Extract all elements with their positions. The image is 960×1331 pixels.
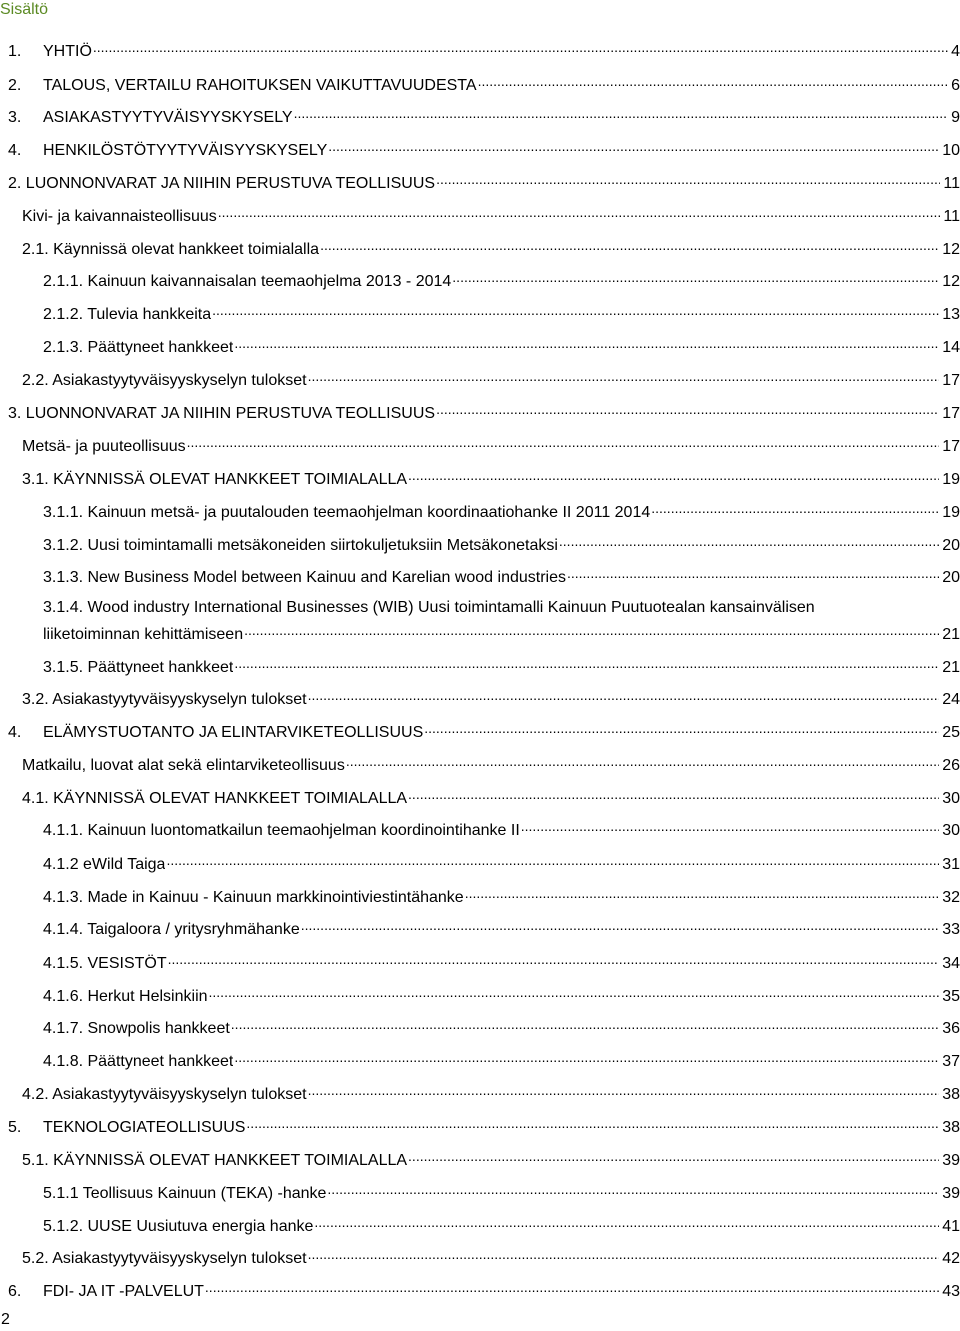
toc-entry-page: 13: [942, 306, 960, 323]
toc-entry[interactable]: [8, 137, 960, 159]
toc-entry-page: 25: [942, 724, 960, 741]
toc-entry[interactable]: [22, 1245, 960, 1267]
toc-entry-page: 41: [942, 1218, 960, 1235]
toc-entry-page: 38: [942, 1119, 960, 1136]
toc-entry-page: 20: [942, 537, 960, 554]
dot-leader: [346, 752, 939, 770]
toc-entry-page: 6: [951, 77, 960, 94]
toc-entry-page: 30: [942, 822, 960, 839]
dot-leader: [651, 499, 939, 517]
toc-entry-page: 21: [942, 659, 960, 676]
toc-entry[interactable]: [8, 38, 960, 60]
toc-entry-page: 19: [942, 504, 960, 521]
dot-leader: [231, 1015, 939, 1033]
dot-leader: [294, 104, 949, 122]
toc-entry-page: 42: [942, 1250, 960, 1267]
toc-entry-wrapped[interactable]: 3.1.4. Wood industry International Businesses (WIB) Uusi toimintamalli Kainuun Puutuotealan kansainvälisen: [43, 599, 815, 616]
dot-leader: [478, 72, 949, 90]
dot-leader: [328, 137, 939, 155]
toc-entry-page: 32: [942, 889, 960, 906]
dot-leader: [567, 564, 939, 582]
toc-entry-page: 4: [951, 43, 960, 60]
toc-entry-page: 33: [942, 921, 960, 938]
dot-leader: [166, 851, 939, 869]
dot-leader: [244, 621, 939, 639]
toc-entry-label: 4.1.8. Päättyneet hankkeet: [43, 1053, 234, 1070]
dot-leader: [301, 916, 939, 934]
toc-entry-label: 2.1.2. Tulevia hankkeita: [43, 306, 212, 323]
dot-leader: [234, 334, 939, 352]
toc-entry-page: 21: [942, 626, 960, 643]
dot-leader: [209, 983, 940, 1001]
dot-leader: [452, 268, 939, 286]
toc-entry-label: ELÄMYSTUOTANTO JA ELINTARVIKETEOLLISUUS: [43, 724, 424, 741]
toc-entry-page: 12: [942, 273, 960, 290]
toc-entry-page: 31: [942, 856, 960, 873]
toc-entry-label: 3.2. Asiakastyytyväisyyskyselyn tulokset: [22, 691, 307, 708]
dot-leader: [308, 686, 940, 704]
dot-leader: [205, 1278, 939, 1296]
toc-entry-number: 4.: [8, 142, 22, 159]
toc-entry-page: 39: [942, 1152, 960, 1169]
toc-entry-label: 4.1.7. Snowpolis hankkeet: [43, 1020, 230, 1037]
dot-leader: [465, 884, 940, 902]
toc-entry-page: 14: [942, 339, 960, 356]
toc-entry[interactable]: [43, 564, 960, 586]
dot-leader: [187, 433, 940, 451]
toc-entry[interactable]: [22, 236, 960, 258]
toc-entry-page: 11: [943, 208, 960, 225]
toc-entry[interactable]: [22, 1147, 960, 1169]
toc-entry[interactable]: [43, 301, 960, 323]
toc-entry-number: 3.: [8, 109, 22, 126]
toc-entry-page: 24: [942, 691, 960, 708]
toc-entry-label: 3.1.5. Päättyneet hankkeet: [43, 659, 234, 676]
toc-entry[interactable]: [22, 686, 960, 708]
dot-leader: [408, 1147, 939, 1165]
toc-entry-label: 2.1.1. Kainuun kaivannaisalan teemaohjelma 2013 - 2014: [43, 273, 452, 290]
dot-leader: [234, 1048, 939, 1066]
toc-entry-page: 37: [942, 1053, 960, 1070]
toc-entry-label: HENKILÖSTÖTYYTYVÄISYYSKYSELY: [43, 142, 328, 159]
toc-entry-page: 38: [942, 1086, 960, 1103]
toc-entry[interactable]: [43, 1213, 960, 1235]
toc-entry-label: 3.1.2. Uusi toimintamalli metsäkoneiden siirtokuljetuksiin Metsäkonetaksi: [43, 537, 558, 554]
toc-entry[interactable]: [22, 466, 960, 488]
toc-entry-label: 5.1. KÄYNNISSÄ OLEVAT HANKKEET TOIMIALALLA: [22, 1152, 408, 1169]
toc-entry-page: 10: [942, 142, 960, 159]
toc-entry-label: 4.2. Asiakastyytyväisyyskyselyn tulokset: [22, 1086, 307, 1103]
toc-entry-page: 11: [943, 175, 960, 192]
toc-entry[interactable]: [22, 1081, 960, 1103]
toc-entry[interactable]: [43, 1048, 960, 1070]
toc-entry[interactable]: [8, 400, 960, 422]
toc-entry-label: 3.1.3. New Business Model between Kainuu and Karelian wood industries: [43, 569, 566, 586]
toc-entry[interactable]: [8, 170, 960, 192]
toc-entry-page: 26: [942, 757, 960, 774]
toc-entry-label: 3. LUONNONVARAT JA NIIHIN PERUSTUVA TEOLLISUUS: [8, 405, 436, 422]
toc-entry-label: 5.2. Asiakastyytyväisyyskyselyn tulokset: [22, 1250, 307, 1267]
toc-entry[interactable]: [43, 268, 960, 290]
toc-entry-page: 43: [942, 1283, 960, 1300]
toc-entry[interactable]: [43, 334, 960, 356]
toc-entry-label: 4.1.4. Taigaloora / yritysryhmähanke: [43, 921, 300, 938]
dot-leader: [408, 785, 939, 803]
toc-entry[interactable]: [43, 884, 960, 906]
dot-leader: [327, 1180, 939, 1198]
toc-entry[interactable]: [43, 817, 960, 839]
toc-entry-label: 4.1.6. Herkut Helsinkiin: [43, 988, 208, 1005]
dot-leader: [168, 950, 940, 968]
page-number: 2: [1, 1311, 10, 1328]
toc-entry-page: 39: [942, 1185, 960, 1202]
toc-entry-label: TALOUS, VERTAILU RAHOITUKSEN VAIKUTTAVUUDESTA: [43, 77, 477, 94]
dot-leader: [218, 203, 941, 221]
toc-entry-label: 2. LUONNONVARAT JA NIIHIN PERUSTUVA TEOLLISUUS: [8, 175, 436, 192]
toc-entry-label: 3.1. KÄYNNISSÄ OLEVAT HANKKEET TOIMIALALLA: [22, 471, 408, 488]
toc-entry-label: TEKNOLOGIATEOLLISUUS: [43, 1119, 246, 1136]
toc-entry-page: 30: [942, 790, 960, 807]
toc-entry-page: 9: [951, 109, 960, 126]
toc-entry-label: FDI- JA IT -PALVELUT: [43, 1283, 204, 1300]
toc-entry-label: 4.1.5. VESISTÖT: [43, 955, 167, 972]
dot-leader: [521, 817, 939, 835]
toc-entry[interactable]: [43, 621, 960, 643]
toc-entry[interactable]: [8, 1278, 960, 1300]
toc-entry[interactable]: [43, 851, 960, 873]
toc-entry-label: 4.1.2 eWild Taiga: [43, 856, 166, 873]
toc-entry-number: 1.: [8, 43, 22, 60]
dot-leader: [308, 1245, 940, 1263]
toc-entry[interactable]: [8, 72, 960, 94]
toc-entry-label: Matkailu, luovat alat sekä elintarviketeollisuus: [22, 757, 345, 774]
dot-leader: [234, 654, 939, 672]
toc-entry[interactable]: [22, 367, 960, 389]
toc-entry[interactable]: [43, 1180, 960, 1202]
dot-leader: [408, 466, 939, 484]
toc-entry[interactable]: [43, 532, 960, 554]
dot-leader: [212, 301, 939, 319]
toc-entry[interactable]: [8, 719, 960, 741]
dot-leader: [314, 1213, 939, 1231]
toc-entry-label: liiketoiminnan kehittämiseen: [43, 626, 244, 643]
dot-leader: [559, 532, 939, 550]
toc-entry-page: 17: [942, 372, 960, 389]
toc-entry-label: 2.1. Käynnissä olevat hankkeet toimialalla: [22, 241, 320, 258]
toc-entry-label: 4.1.1. Kainuun luontomatkailun teemaohjelman koordinointihanke II: [43, 822, 520, 839]
toc-entry-label: 3.1.1. Kainuun metsä- ja puutalouden teemaohjelman koordinaatiohanke II 2011 2014: [43, 504, 651, 521]
toc-entry-label: 4.1. KÄYNNISSÄ OLEVAT HANKKEET TOIMIALALLA: [22, 790, 408, 807]
toc-entry-label: 2.1.3. Päättyneet hankkeet: [43, 339, 234, 356]
toc-heading: Sisältö: [0, 1, 49, 18]
toc-entry[interactable]: [8, 104, 960, 126]
dot-leader: [320, 236, 939, 254]
dot-leader: [246, 1114, 939, 1132]
dot-leader: [308, 1081, 940, 1099]
dot-leader: [436, 170, 940, 188]
toc-entry-label: ASIAKASTYYTYVÄISYYSKYSELY: [43, 109, 293, 126]
dot-leader: [93, 38, 948, 56]
toc-entry-page: 34: [942, 955, 960, 972]
toc-entry-label: 2.2. Asiakastyytyväisyyskyselyn tulokset: [22, 372, 307, 389]
toc-entry-label: 5.1.1 Teollisuus Kainuun (TEKA) -hanke: [43, 1185, 327, 1202]
toc-entry-page: 19: [942, 471, 960, 488]
toc-entry-number: 5.: [8, 1119, 22, 1136]
toc-entry[interactable]: [43, 654, 960, 676]
dot-leader: [308, 367, 940, 385]
toc-entry[interactable]: [43, 1015, 960, 1037]
toc-entry-page: 20: [942, 569, 960, 586]
toc-entry-number: 6.: [8, 1283, 22, 1300]
toc-entry[interactable]: [43, 983, 960, 1005]
toc-entry-page: 17: [942, 405, 960, 422]
toc-entry[interactable]: [43, 499, 960, 521]
toc-entry-page: 12: [942, 241, 960, 258]
toc-entry-label: Kivi- ja kaivannaisteollisuus: [22, 208, 217, 225]
toc-entry-label: 4.1.3. Made in Kainuu - Kainuun markkinointiviestintähanke: [43, 889, 464, 906]
toc-entry-label: YHTIÖ: [43, 43, 92, 60]
toc-entry[interactable]: [22, 785, 960, 807]
toc-entry[interactable]: [43, 916, 960, 938]
toc-entry-page: 35: [942, 988, 960, 1005]
toc-entry-page: 36: [942, 1020, 960, 1037]
toc-entry[interactable]: [22, 203, 960, 225]
dot-leader: [424, 719, 939, 737]
toc-entry[interactable]: [22, 752, 960, 774]
dot-leader: [436, 400, 939, 418]
toc-entry-page: 17: [942, 438, 960, 455]
toc-entry-number: 2.: [8, 77, 22, 94]
toc-entry[interactable]: [22, 433, 960, 455]
toc-entry-label: Metsä- ja puuteollisuus: [22, 438, 186, 455]
toc-entry-label: 5.1.2. UUSE Uusiutuva energia hanke: [43, 1218, 314, 1235]
toc-entry[interactable]: [8, 1114, 960, 1136]
toc-entry-number: 4.: [8, 724, 22, 741]
toc-entry[interactable]: [43, 950, 960, 972]
